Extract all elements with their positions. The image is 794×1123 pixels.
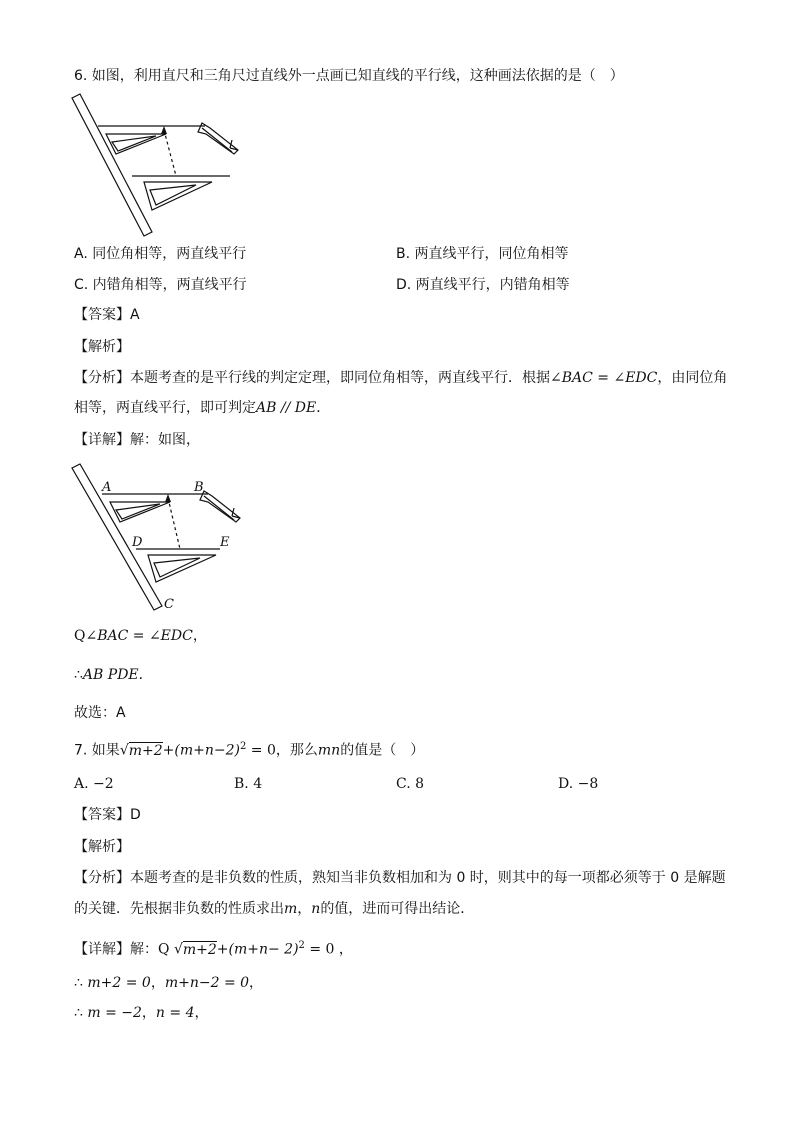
point-a-label: A — [102, 480, 112, 495]
q7-analysis-line1 — [74, 868, 726, 888]
analysis-text-cont: ，由同位角 — [657, 370, 728, 386]
square-term: +(m+n−2) — [162, 742, 240, 759]
because-symbol: Q — [158, 941, 170, 958]
q7-step1 — [74, 973, 263, 993]
period: ． — [138, 667, 153, 683]
period: ． — [316, 400, 331, 416]
q7-answer — [74, 805, 141, 825]
square-term: +(m+n− 2) — [216, 941, 299, 958]
q6-step2 — [74, 665, 153, 685]
q7-stem-mid: ，那么 — [275, 742, 318, 759]
q7-jiexi: 【解析】 — [74, 839, 130, 855]
equals-zero: = 0 — [246, 742, 276, 759]
q7-analysis-line2 — [74, 899, 474, 919]
var-m: m — [284, 901, 298, 917]
comma: ， — [192, 628, 207, 644]
point-b-label: B — [194, 480, 204, 495]
answer-label: 【答案】 — [74, 807, 130, 823]
detail-label: 【详解】 — [74, 432, 130, 448]
q6-analysis-line1 — [74, 368, 727, 388]
product-mn: mn — [317, 742, 341, 759]
solution-m: m = −2 — [87, 1005, 142, 1021]
q6-detail — [74, 430, 200, 450]
detail-text: 解： — [130, 941, 158, 958]
q6-answer — [74, 305, 140, 325]
q6-option-c: C. 内错角相等，两直线平行 — [74, 277, 247, 293]
parallel-statement: AB // DE — [256, 400, 317, 416]
comma: ， — [194, 1005, 209, 1021]
q6-jiexi: 【解析】 — [74, 339, 130, 355]
analysis-text-cont: 的值，进而可得出结论． — [320, 901, 475, 917]
q7-stem-start: 7. 如果 — [74, 742, 120, 759]
angle-equation: ∠BAC = ∠EDC — [85, 628, 193, 644]
equation-2: m+n−2 = 0 — [164, 975, 250, 991]
because-symbol: Q — [74, 628, 86, 644]
answer-value: A — [130, 307, 140, 323]
therefore-symbol: ∴ — [74, 667, 83, 683]
q7-stem — [74, 737, 424, 761]
analysis-text: 相等，两直线平行，即可判定 — [74, 400, 256, 416]
point-d-label: D — [132, 535, 143, 550]
q7-option-a: A. −2 — [74, 776, 114, 792]
comma: ， — [297, 901, 312, 917]
therefore-symbol: ∴ — [74, 1005, 83, 1021]
analysis-text: 本题考查的是平行线的判定定理，即同位角相等，两直线平行．根据 — [130, 370, 550, 386]
answer-value: D — [130, 807, 141, 823]
q6-figure — [70, 92, 245, 237]
solution-n: n = 4 — [155, 1005, 195, 1021]
parallel-statement: AB PDE — [82, 667, 139, 683]
equals-zero: = 0 ， — [304, 941, 353, 958]
sqrt-symbol: √ — [119, 742, 129, 759]
q7-option-c: C. 8 — [396, 776, 425, 792]
var-n: n — [311, 901, 321, 917]
analysis-label: 【分析】 — [74, 370, 130, 386]
sqrt-symbol: √ — [173, 941, 183, 958]
q7-option-b: B. 4 — [234, 776, 263, 792]
analysis-text: 的关键．先根据非负数的性质求出 — [74, 901, 284, 917]
point-e-label: E — [220, 535, 230, 550]
comma: ， — [141, 1005, 156, 1021]
q7-stem-end: 的值是（ ） — [340, 742, 425, 759]
q6-step1 — [74, 626, 207, 646]
angle-equation: ∠BAC = ∠EDC — [550, 370, 658, 386]
point-c-label: C — [164, 597, 174, 612]
exponent: 2 — [298, 940, 305, 951]
detail-label: 【详解】 — [74, 941, 130, 958]
q7-step2 — [74, 1003, 208, 1023]
answer-label: 【答案】 — [74, 307, 130, 323]
radicand: m+2 — [182, 941, 217, 958]
therefore-symbol: ∴ — [74, 975, 83, 991]
q6-final: 故选：A — [74, 705, 126, 721]
q6-option-b: B. 两直线平行，同位角相等 — [396, 246, 569, 262]
q6-option-a: A. 同位角相等，两直线平行 — [74, 246, 247, 262]
q7-option-d: D. −8 — [558, 776, 599, 792]
exponent: 2 — [239, 741, 247, 752]
q6-option-d: D. 两直线平行，内错角相等 — [396, 277, 570, 293]
q7-detail — [74, 936, 353, 960]
analysis-label: 【分析】 — [74, 870, 130, 886]
equation-1: m+2 = 0 — [87, 975, 151, 991]
detail-text: 解：如图， — [130, 432, 200, 448]
comma: ， — [150, 975, 165, 991]
q6-stem: 6. 如图，利用直尺和三角尺过直线外一点画已知直线的平行线，这种画法依据的是（ ） — [74, 68, 624, 84]
comma: ， — [249, 975, 264, 991]
analysis-text: 本题考查的是非负数的性质，熟知当非负数相加和为 0 时，则其中的每一项都必须等于 0 是解题 — [130, 870, 726, 886]
q6-labeled-figure — [70, 462, 250, 617]
radicand: m+2 — [128, 742, 163, 759]
q6-analysis-line2 — [74, 398, 330, 418]
